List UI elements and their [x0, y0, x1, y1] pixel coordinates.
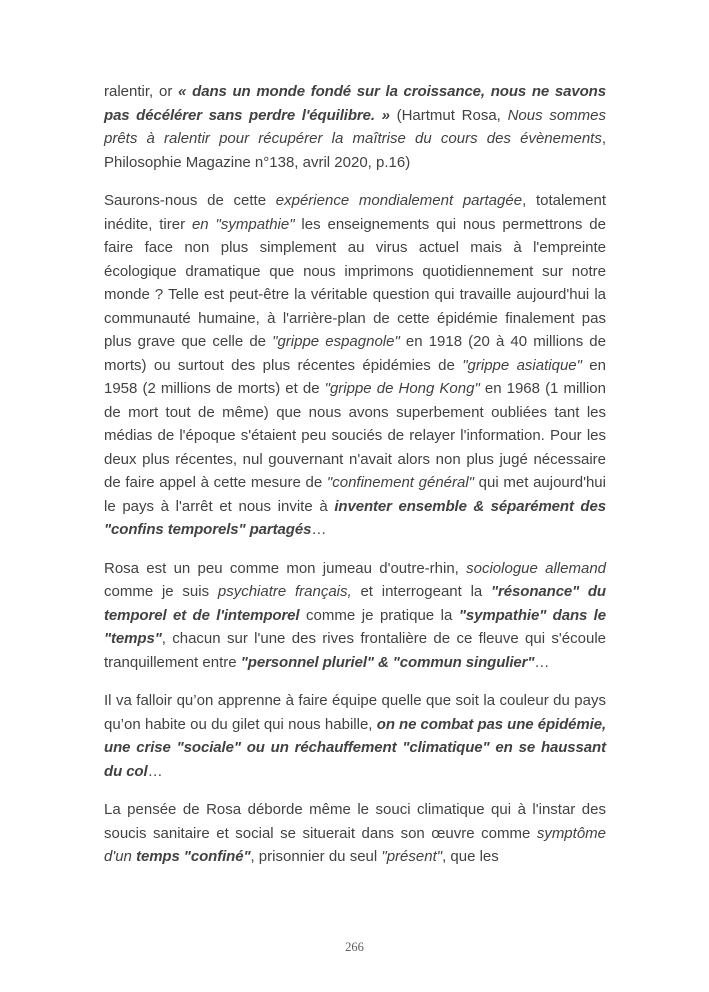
text-run: (Hartmut Rosa, — [389, 106, 508, 124]
text-run: sociologue allemand — [466, 559, 606, 577]
text-run: Il va falloir qu’on apprenne à faire équipe quelle que soit la couleur du pays qu’on habite ou du gilet qui nous habille, — [104, 692, 606, 733]
text-run: "sympathie" dans le "temps" — [104, 606, 606, 647]
text-run: on ne combat pas une épidémie, une crise "sociale" ou un réchauffement "climatique" en se haussant du col — [104, 715, 607, 780]
text-run: Rosa est un peu comme mon jumeau d'outre-rhin, — [104, 559, 467, 577]
text-run: "résonance" du temporel et de l'intemporel — [104, 583, 606, 624]
text-run: temps "confiné" — [136, 848, 251, 865]
text-run: Saurons-nous de cette — [104, 192, 276, 209]
text-run: comme je pratique la — [299, 606, 459, 624]
text-run: "présent" — [381, 848, 443, 865]
text-run: « dans un monde fondé sur la croissance, nous ne savons pas décélérer sans perdre l'équilibre. » — [104, 83, 606, 124]
text-run: en 1918 (20 à 40 millions de morts) ou surtout des plus récentes épidémies de — [104, 333, 606, 374]
text-run: … — [311, 521, 327, 538]
text-run: "grippe de Hong Kong" — [324, 380, 480, 397]
page-number: 266 — [345, 940, 364, 954]
text-run: "confinement général" — [326, 474, 474, 491]
text-run: , prisonnier du seul — [250, 848, 382, 865]
text-run: , chacun sur l'une des rives frontalière de ce fleuve qui s'écoule tranquillement entre — [104, 630, 606, 671]
text-run: "grippe asiatique" — [462, 356, 582, 374]
text-run: inventer ensemble & séparément des "confins temporels" partagés — [104, 497, 606, 538]
text-run: et interrogeant la — [351, 583, 492, 600]
paragraph — [104, 689, 606, 783]
text-run: Nous sommes prêts à ralentir pour récupérer la maîtrise du cours des évènements — [104, 106, 606, 147]
text-run: La pensée de Rosa déborde même le souci climatique qui à l'instar des soucis sanitaire et social se situerait dans son œuvre comme — [104, 801, 606, 842]
text-run: "personnel pluriel" & "commun singulier" — [240, 653, 535, 671]
text-run: psychiatre français, — [217, 583, 352, 600]
paragraph — [104, 189, 606, 542]
text-run: expérience mondialement partagée — [275, 192, 523, 209]
text-run: , que les — [442, 848, 499, 865]
text-run: , totalement inédite, tirer — [104, 192, 606, 233]
text-run: en 1968 (1 million de mort tout de même) que nous avons superbement oubliées tant les médias de l'époque s'étaient peu souciés de relayer l'information. Pour les deux plus récentes, nul gouvernant n'avait alors non plus jugé nécessaire de faire appel à cette mesure de — [104, 380, 606, 491]
paragraph — [104, 80, 606, 174]
text-run: en "sympathie" — [191, 215, 295, 233]
text-run: comme je suis — [104, 583, 218, 600]
text-content — [104, 80, 606, 884]
text-run: ralentir, or — [104, 83, 179, 100]
text-run: les enseignements qui nous permettrons de faire face non plus simplement au virus actuel mais à l'empreinte écologique dramatique que nous imprimons quotidiennement sur notre monde ? Telle est peut-être la véritable question qui travaille aujourd'hui la communauté humaine, à l'arrière-plan de cette épidémie finalement pas plus grave que celle de — [104, 215, 606, 350]
text-run: … — [147, 762, 163, 780]
text-run: en 1958 (2 millions de morts) et de — [104, 356, 606, 397]
text-run: … — [534, 653, 550, 671]
text-run: "grippe espagnole" — [272, 333, 400, 350]
text-run: qui met aujourd'hui le pays à l'arrêt et nous invite à — [104, 474, 606, 515]
paragraph — [104, 557, 606, 675]
text-run: , Philosophie Magazine n°138, avril 2020, p.16) — [104, 130, 606, 171]
paragraph — [104, 798, 606, 869]
text-run: symptôme d'un — [104, 824, 606, 865]
